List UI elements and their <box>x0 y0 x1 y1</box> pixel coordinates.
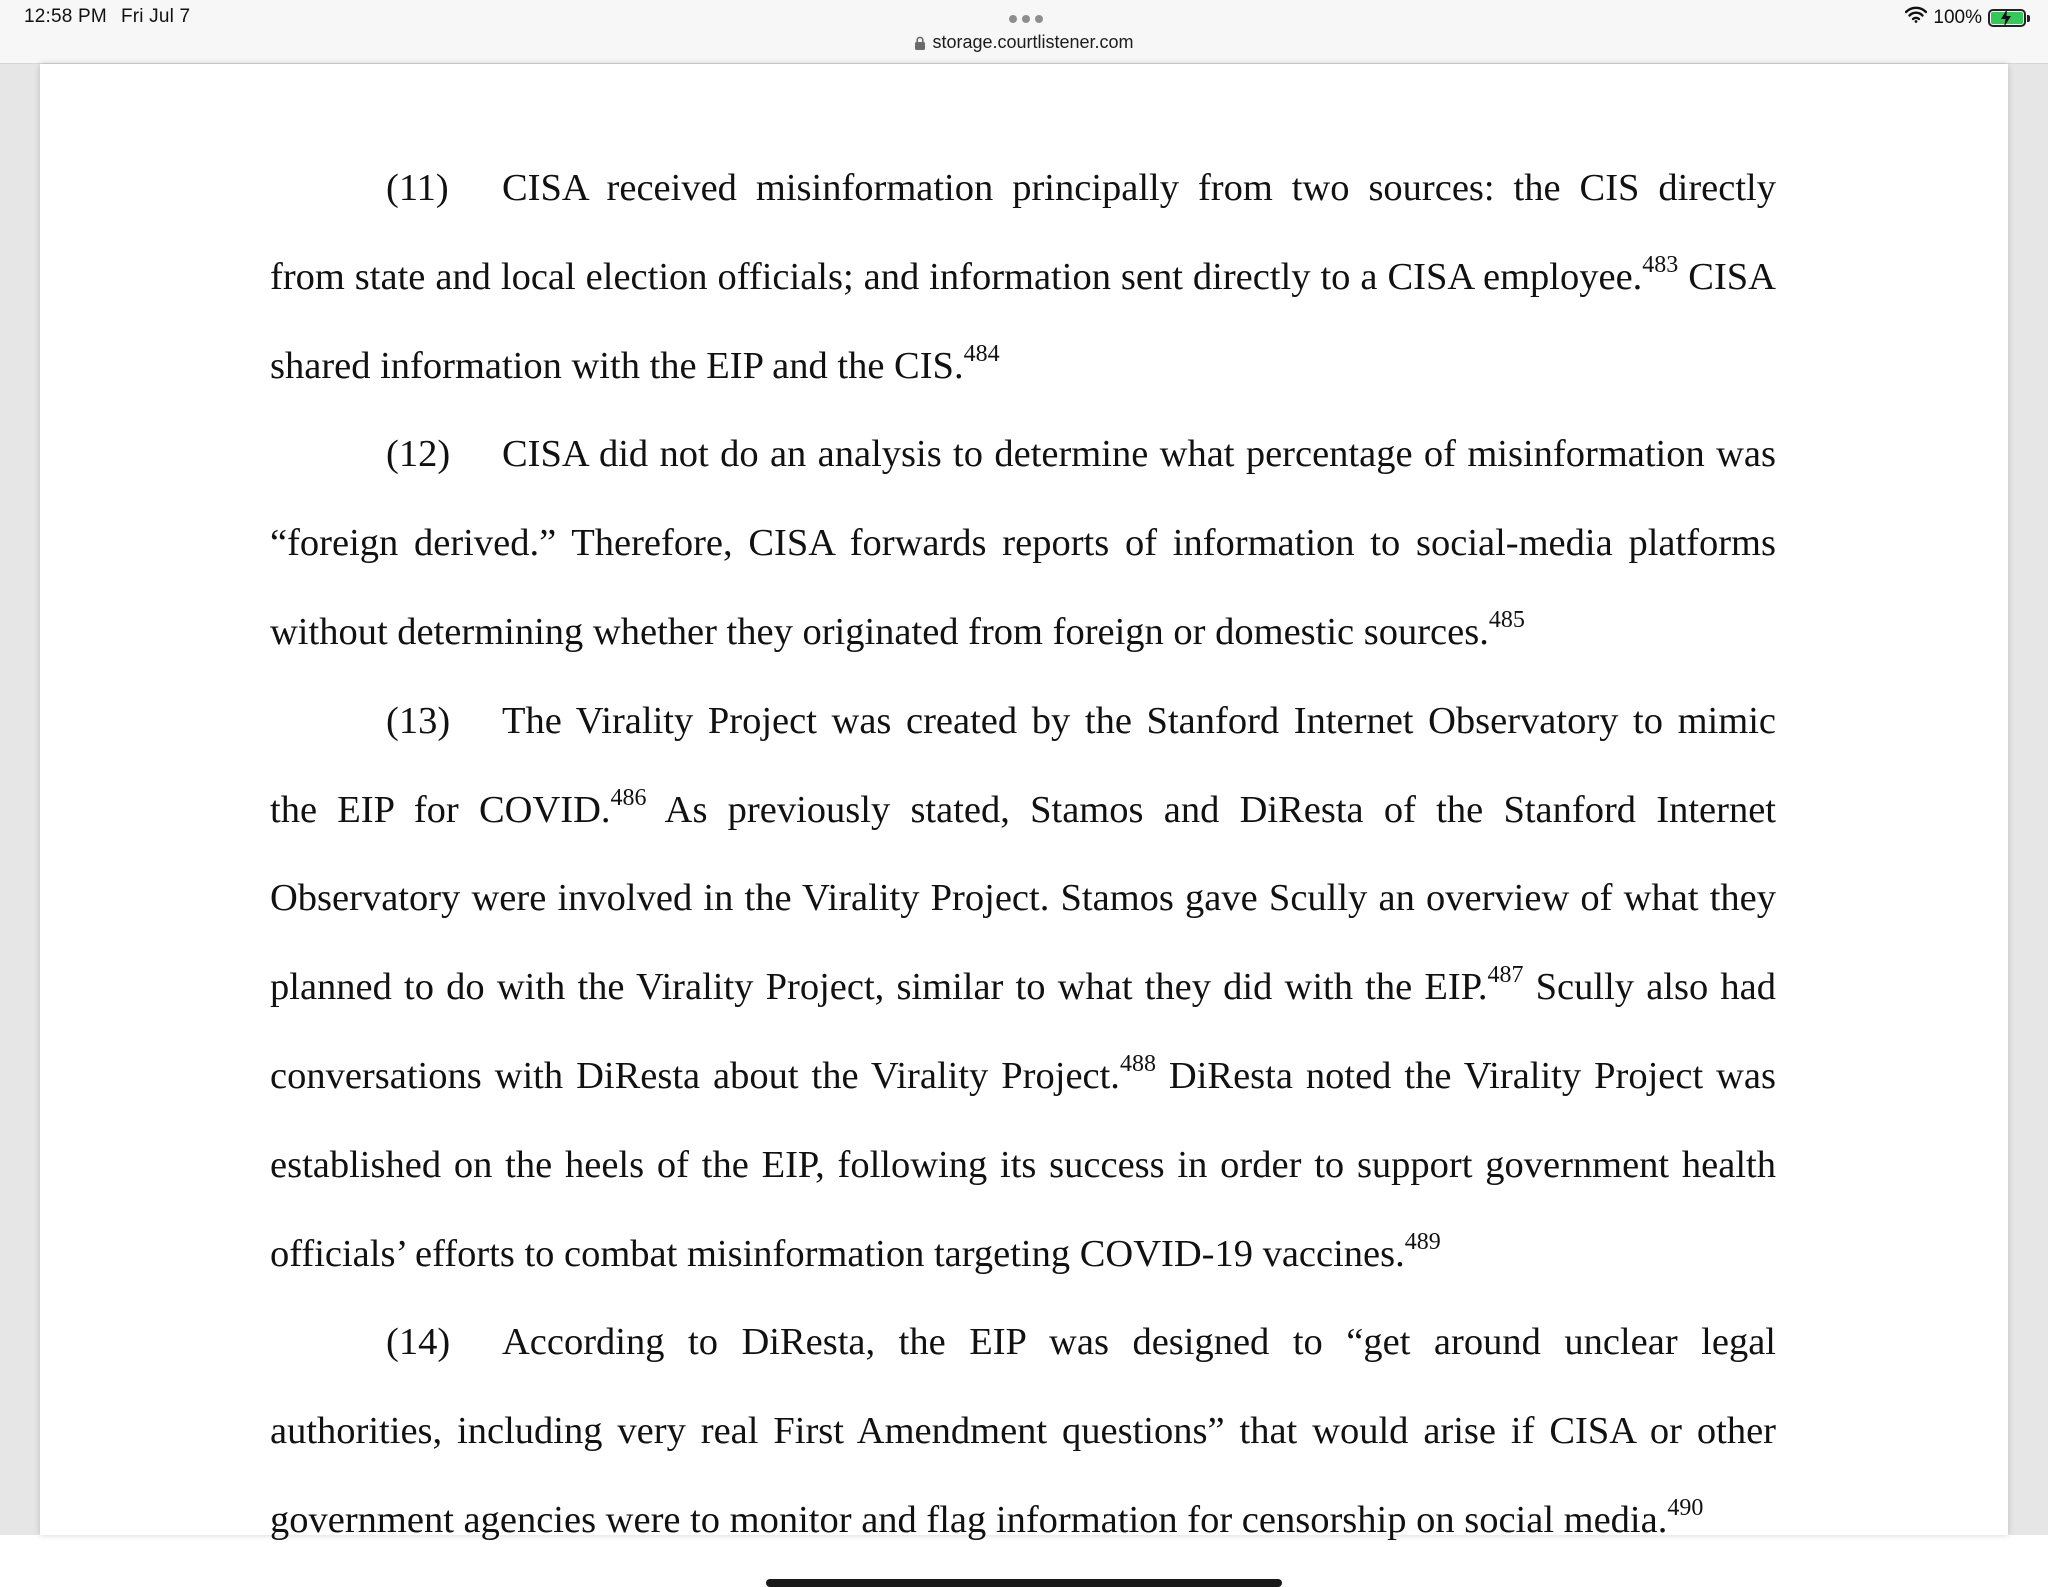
paragraph-12 <box>270 410 1776 676</box>
footnote-ref[interactable]: 484 <box>963 340 1000 367</box>
footnote-ref[interactable]: 488 <box>1119 1050 1156 1077</box>
paragraph-14 <box>270 1298 1776 1564</box>
paragraph-number: (13) <box>386 699 451 742</box>
browser-top-bar <box>0 0 2048 64</box>
paragraph-number: (11) <box>386 167 449 209</box>
paragraph-text: The Virality Project was created by the Stanford Internet Observatory to mimic the EIP for COVID. <box>270 699 1776 831</box>
battery-percent: 100% <box>1933 6 1982 28</box>
footnote-ref[interactable]: 486 <box>610 784 647 811</box>
status-right <box>1905 6 2026 29</box>
document-page <box>40 64 2008 1541</box>
paragraph-text: According to DiResta, the EIP was designed to “get around unclear legal authorities, including very real First Amendment questions” that would arise if CISA or other government agencies were to monitor and flag information for censorship on social media. <box>270 1321 1776 1541</box>
paragraph-text: CISA shared information with the EIP and the CIS. <box>270 255 1776 387</box>
status-time: 12:58 PM <box>24 6 107 27</box>
status-clock <box>24 6 190 28</box>
paragraph-number: (14) <box>386 1321 451 1364</box>
footnote-ref[interactable]: 483 <box>1642 251 1679 278</box>
home-indicator[interactable] <box>766 1579 1282 1587</box>
document-viewer[interactable] <box>0 64 2048 1541</box>
more-dots-icon[interactable] <box>1006 14 1046 24</box>
paragraph-text: As previously stated, Stamos and DiResta of the Stanford Internet Observatory were involved in the Virality Project. Stamos gave Scully an overview of what they planned to do with the Virality Project, similar to what they did with the EIP. <box>270 788 1776 1009</box>
footnote-ref[interactable]: 490 <box>1667 1494 1704 1521</box>
footnote-ref[interactable]: 487 <box>1487 962 1524 989</box>
url-text: storage.courtlistener.com <box>932 32 1134 52</box>
address-bar[interactable] <box>0 32 2048 55</box>
paragraph-text: CISA did not do an analysis to determine what percentage of misinformation was “foreign derived.” Therefore, CISA forwards reports of information to social-media platforms without determining whether they originated from foreign or domestic sources. <box>270 433 1776 653</box>
footnote-ref[interactable]: 485 <box>1488 606 1525 633</box>
status-date: Fri Jul 7 <box>120 6 191 27</box>
paragraph-13 <box>270 677 1776 1299</box>
footnote-ref[interactable]: 489 <box>1404 1228 1441 1255</box>
paragraph-text: DiResta noted the Virality Project was established on the heels of the EIP, following its success in order to support government health officials’ efforts to combat misinformation targeting COVID-19 vaccines. <box>270 1054 1776 1275</box>
wifi-icon <box>1905 6 1927 29</box>
paragraph-number: (12) <box>386 433 451 476</box>
battery-charging-icon <box>1988 9 2026 27</box>
paragraph-text: Scully also had conversations with DiResta about the Virality Project. <box>270 966 1776 1097</box>
document-body <box>270 144 1776 1565</box>
paragraph-text: CISA received misinformation principally from two sources: the CIS directly from state and local election officials; and information sent directly to a CISA employee. <box>270 167 1776 298</box>
paragraph-11 <box>270 144 1776 410</box>
lock-icon <box>914 34 926 55</box>
